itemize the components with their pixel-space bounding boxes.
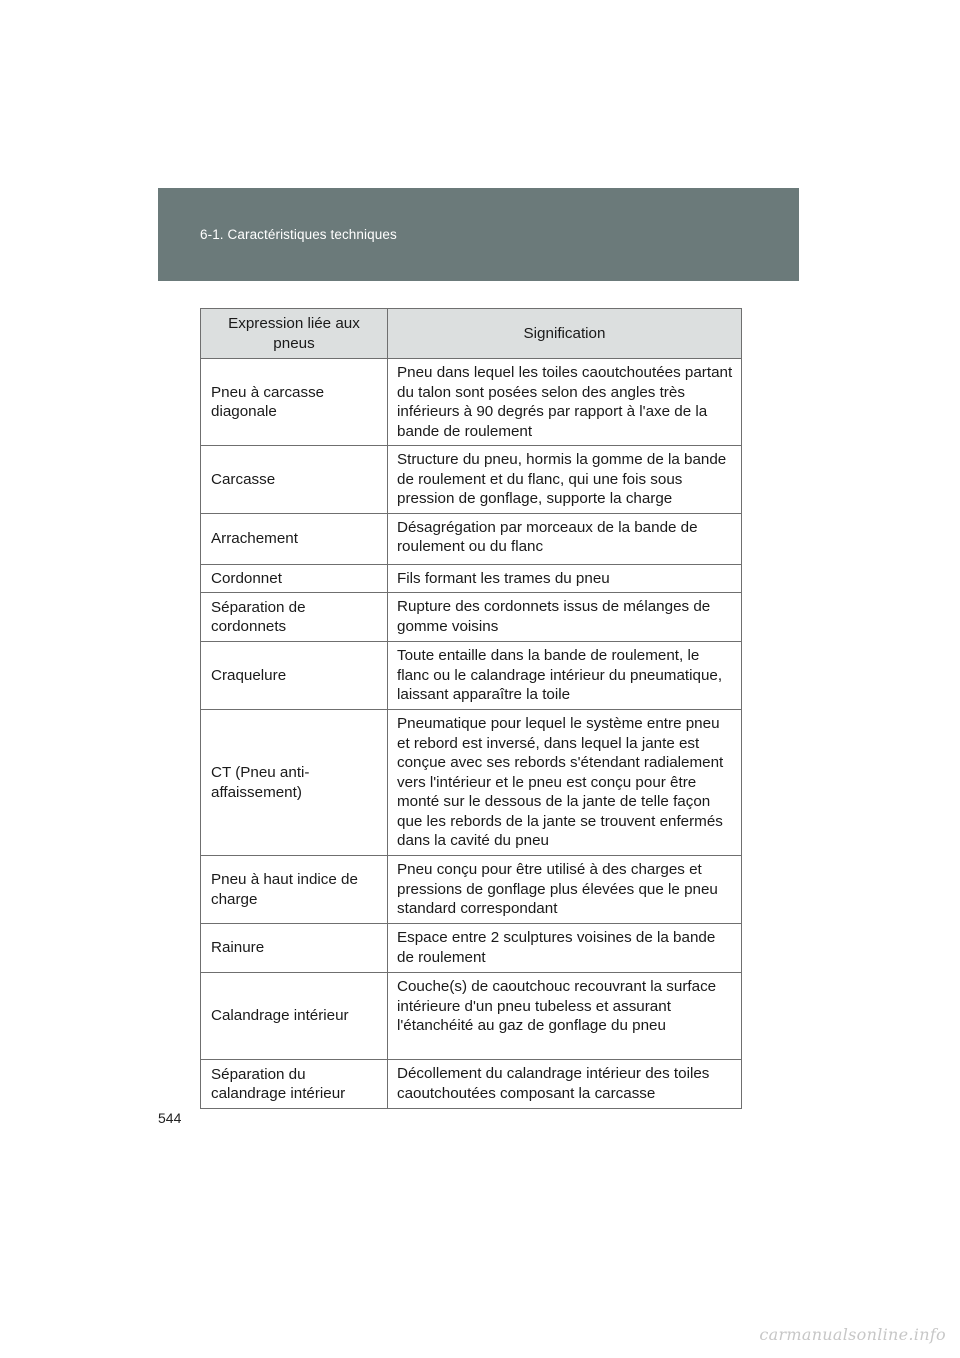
table-row (201, 359, 742, 446)
table-header-row (201, 309, 742, 359)
meaning-cell: Pneu dans lequel les toiles caoutchoutées partant du talon sont posées selon des angles très inférieurs à 90 degrés par rapport à l'axe de la bande de roulement (388, 359, 742, 446)
table-row (201, 856, 742, 924)
meaning-cell: Espace entre 2 sculptures voisines de la bande de roulement (388, 924, 742, 973)
table-row (201, 924, 742, 973)
section-title: 6-1. Caractéristiques techniques (200, 227, 397, 242)
term-cell: Séparation de cordonnets (201, 593, 388, 642)
meaning-cell: Couche(s) de caoutchouc recouvrant la surface intérieure d'un pneu tubeless et assurant l'étanchéité au gaz de gonflage du pneu (388, 973, 742, 1060)
meaning-cell: Structure du pneu, hormis la gomme de la bande de roulement et du flanc, qui une fois sous pression de gonflage, supporte la charge (388, 446, 742, 514)
term-cell: Pneu à carcasse diagonale (201, 359, 388, 446)
tire-glossary-table (200, 308, 742, 1109)
section-header-band (158, 188, 799, 281)
meaning-cell: Fils formant les trames du pneu (388, 564, 742, 593)
meaning-cell: Pneu conçu pour être utilisé à des charges et pressions de gonflage plus élevées que le pneu standard correspondant (388, 856, 742, 924)
watermark: carmanualsonline.info (759, 1325, 946, 1344)
table-row (201, 593, 742, 642)
term-cell: Séparation du calandrage intérieur (201, 1060, 388, 1109)
term-cell: Pneu à haut indice de charge (201, 856, 388, 924)
term-cell: Carcasse (201, 446, 388, 514)
column-header-term: Expression liée aux pneus (201, 309, 388, 359)
table-row (201, 642, 742, 710)
column-header-meaning: Signification (388, 309, 742, 359)
meaning-cell: Décollement du calandrage intérieur des toiles caoutchoutées composant la carcasse (388, 1060, 742, 1109)
meaning-cell: Pneumatique pour lequel le système entre pneu et rebord est inversé, dans lequel la jante est conçue avec ses rebords s'étendant radialement vers l'intérieur et le pneu est conçu pour être monté sur le dessous de la jante de telle façon que les rebords de la jante se trouvent enfermés dans la cavité du pneu (388, 710, 742, 856)
meaning-cell: Toute entaille dans la bande de roulement, le flanc ou le calandrage intérieur du pneumatique, laissant apparaître la toile (388, 642, 742, 710)
table-row (201, 513, 742, 564)
table-row (201, 973, 742, 1060)
table-row (201, 710, 742, 856)
term-cell: Calandrage intérieur (201, 973, 388, 1060)
page-number: 544 (158, 1110, 182, 1126)
meaning-cell: Rupture des cordonnets issus de mélanges de gomme voisins (388, 593, 742, 642)
table-row (201, 564, 742, 593)
term-cell: Rainure (201, 924, 388, 973)
table-row (201, 1060, 742, 1109)
term-cell: Cordonnet (201, 564, 388, 593)
term-cell: Craquelure (201, 642, 388, 710)
meaning-cell: Désagrégation par morceaux de la bande de roulement ou du flanc (388, 513, 742, 564)
term-cell: Arrachement (201, 513, 388, 564)
table-row (201, 446, 742, 514)
term-cell: CT (Pneu anti-affaissement) (201, 710, 388, 856)
